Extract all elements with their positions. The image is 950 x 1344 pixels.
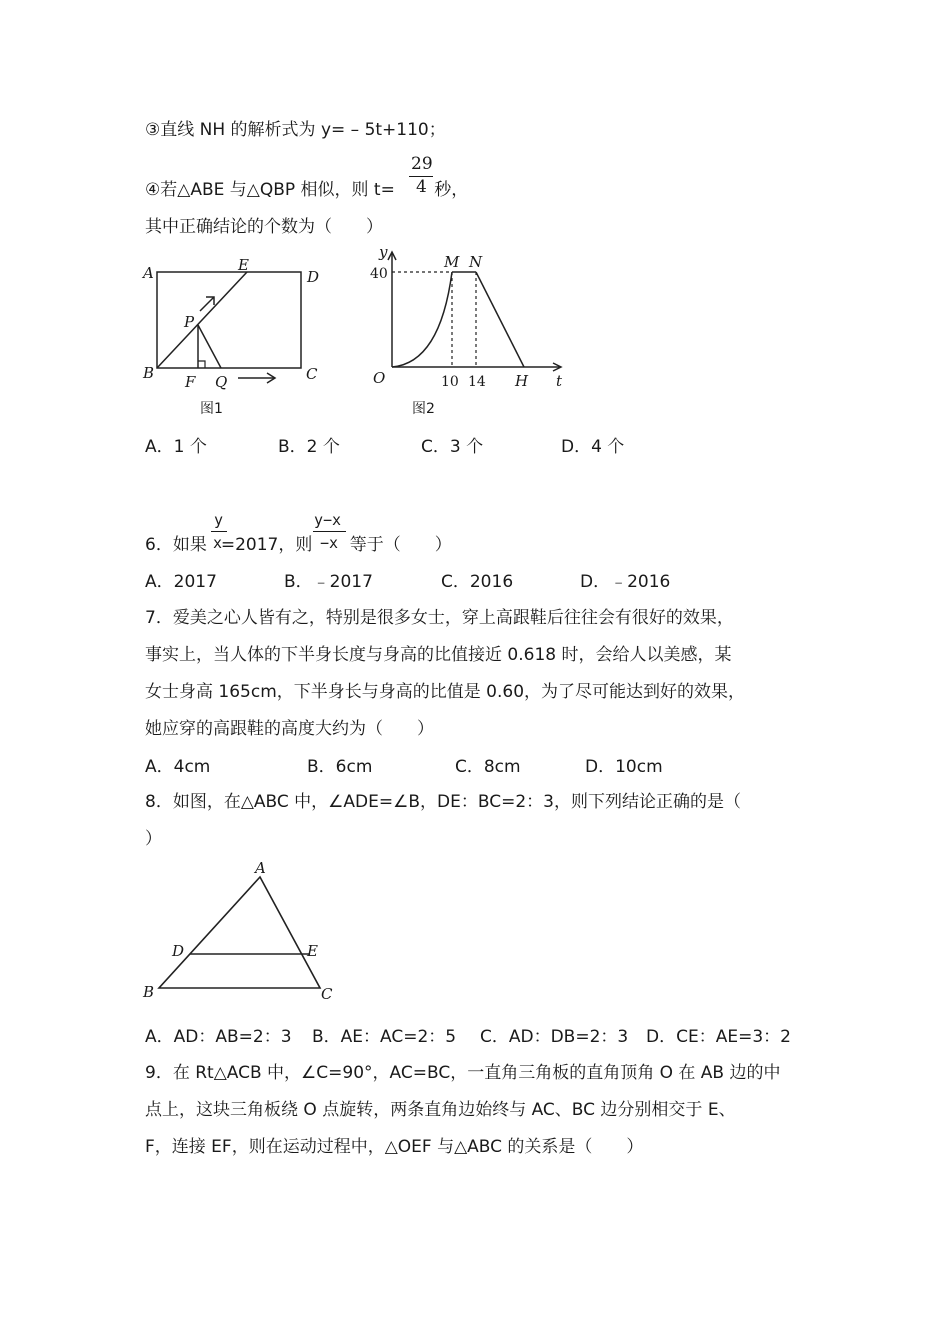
- q8-line-1: 8．如图，在△ABC 中，∠ADE=∠B，DE：BC=2：3，则下列结论正确的是（: [145, 792, 741, 812]
- q6-prefix: 6．如果: [145, 535, 207, 555]
- label-t: t: [556, 372, 563, 390]
- label-e: E: [307, 942, 318, 960]
- q5-option-b[interactable]: B．2 个: [278, 437, 340, 457]
- q6-mid: =2017，则: [220, 535, 313, 555]
- q9-line-3: F，连接 EF，则在运动过程中，△OEF 与△ABC 的关系是（ ）: [145, 1137, 644, 1157]
- label-d: D: [307, 268, 320, 286]
- q6-frac2-bar: [313, 531, 346, 532]
- q7-line-2: 事实上，当人体的下半身长度与身高的比值接近 0.618 时，会给人以美感，某: [145, 645, 732, 665]
- q6-option-c[interactable]: C．2016: [441, 572, 514, 592]
- label-f: F: [185, 373, 196, 391]
- q6-option-b[interactable]: B．﹣2017: [284, 572, 373, 592]
- q9-line-1: 9．在 Rt△ACB 中，∠C=90°，AC=BC，一直角三角板的直角顶角 O 在 AB 边的中: [145, 1063, 781, 1083]
- q5-item3: ③直线 NH 的解析式为 y= – 5t+110；: [145, 120, 446, 140]
- label-p: P: [184, 313, 195, 331]
- q8-line-2: ）: [145, 829, 162, 849]
- q7-line-4: 她应穿的高跟鞋的高度大约为（ ）: [145, 719, 434, 739]
- label-10: 10: [441, 374, 459, 390]
- q5-item4-denominator: 4: [416, 177, 427, 197]
- q9-line-2: 点上，这块三角板绕 O 点旋转，两条直角边始终与 AC、BC 边分别相交于 E、: [145, 1100, 736, 1120]
- q7-line-3: 女士身高 165cm，下半身长与身高的比值是 0.60，为了尽可能达到好的效果，: [145, 682, 746, 702]
- q5-stem-end: 其中正确结论的个数为（ ）: [145, 217, 383, 237]
- q5-option-c[interactable]: C．3 个: [421, 437, 484, 457]
- q5-item4-suffix: 秒，: [428, 180, 469, 200]
- label-b: B: [143, 364, 155, 382]
- q6-suffix: 等于（ ）: [344, 535, 452, 555]
- label-o: O: [373, 369, 386, 387]
- triangle-abc: [159, 877, 320, 988]
- q5-option-a[interactable]: A．1 个: [145, 437, 207, 457]
- q5-option-d[interactable]: D．4 个: [561, 437, 625, 457]
- curve-o-m: [392, 272, 452, 367]
- figure-1: [140, 255, 330, 425]
- q6-frac1-bar: [211, 531, 227, 532]
- q7-option-d[interactable]: D．10cm: [585, 757, 663, 777]
- q7-option-b[interactable]: B．6cm: [307, 757, 373, 777]
- q8-option-b[interactable]: B．AE：AC=2：5: [312, 1027, 457, 1047]
- label-n: N: [469, 253, 483, 271]
- segment-nh: [476, 272, 524, 367]
- label-q: Q: [215, 373, 228, 391]
- q5-item4-numerator: 29: [411, 154, 433, 174]
- label-y: y: [379, 243, 388, 261]
- figure-2: [360, 245, 570, 425]
- q6-frac2-numerator: y−x: [314, 511, 342, 529]
- label-b: B: [143, 983, 155, 1001]
- q7-option-a[interactable]: A．4cm: [145, 757, 211, 777]
- q5-item4-prefix: ④若△ABE 与△QBP 相似，则 t=: [145, 180, 395, 200]
- q6-option-a[interactable]: A．2017: [145, 572, 217, 592]
- q6-option-d[interactable]: D．﹣2016: [580, 572, 671, 592]
- q7-option-c[interactable]: C．8cm: [455, 757, 521, 777]
- label-d: D: [172, 942, 185, 960]
- q8-option-d[interactable]: D．CE：AE=3：2: [646, 1027, 791, 1047]
- label-c: C: [321, 985, 333, 1003]
- q6-frac2-denominator: −x: [320, 534, 339, 552]
- label-m: M: [444, 253, 460, 271]
- q7-line-1: 7．爱美之心人皆有之，特别是很多女士，穿上高跟鞋后往往会有很好的效果，: [145, 608, 734, 628]
- segment-be: [157, 272, 247, 368]
- q8-option-c[interactable]: C．AD：DB=2：3: [480, 1027, 629, 1047]
- label-h: H: [515, 372, 529, 390]
- figure-q8-triangle: [140, 855, 340, 1010]
- figure-1-caption: 图1: [200, 401, 223, 417]
- label-a: A: [143, 264, 154, 282]
- q8-option-a[interactable]: A．AD：AB=2：3: [145, 1027, 292, 1047]
- q6-frac1-numerator: y: [214, 511, 224, 529]
- q6-frac1-denominator: x: [213, 534, 223, 552]
- label-14: 14: [468, 374, 486, 390]
- label-40: 40: [370, 266, 388, 282]
- label-c: C: [306, 365, 318, 383]
- label-e: E: [238, 256, 249, 274]
- label-a: A: [255, 859, 266, 877]
- q6-stem: [145, 534, 452, 556]
- figure-2-caption: 图2: [412, 401, 435, 417]
- right-angle-mark: [198, 361, 205, 368]
- rectangle-abcd: [157, 272, 301, 368]
